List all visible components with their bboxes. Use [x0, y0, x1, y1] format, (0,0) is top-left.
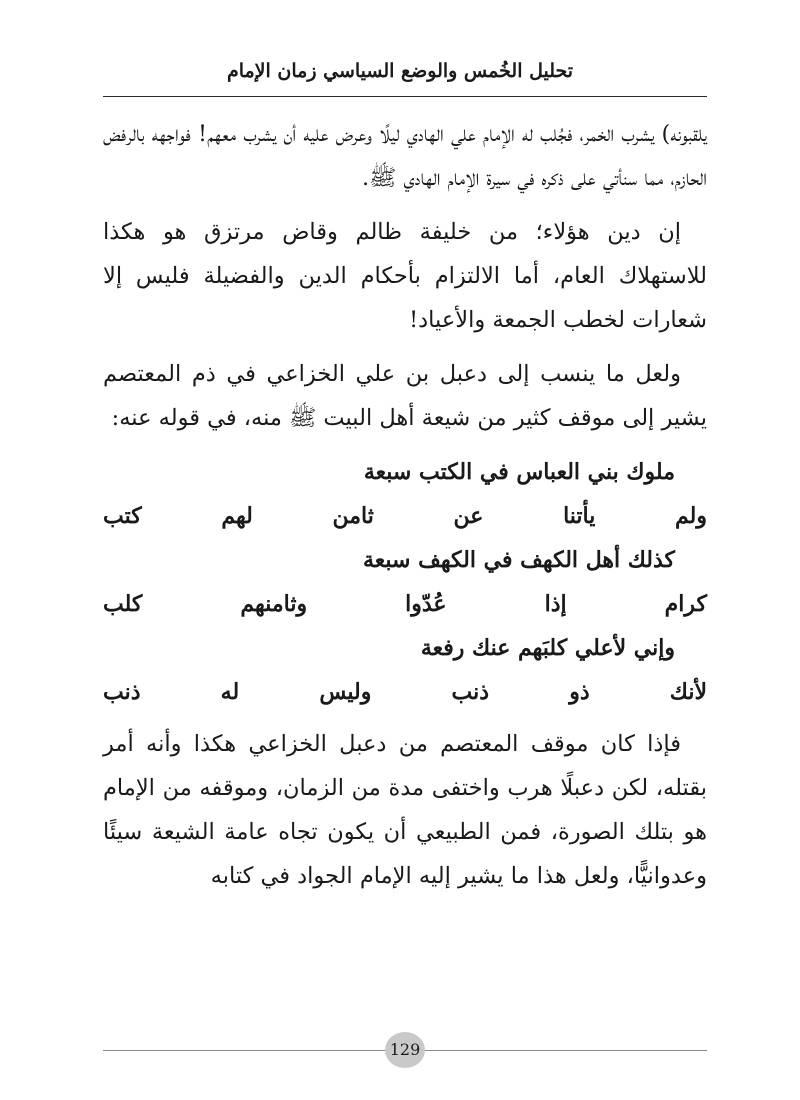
poem-line: لأنك ذو ذنب وليس له ذنب [103, 679, 707, 705]
poem-line: كرام إذا عُدّوا وثامنهم كلب [103, 591, 707, 617]
paragraph-continuation: يلقبونه) يشرب الخمر، فجُلب له الإمام علي الهادي ليلًا وعرض عليه أن يشرب معهم! فواجهه بالرفض الحازم، مما سنأتي على ذكره في سيرة الإمام الهادي ﷺ. [103, 121, 707, 191]
poem-line: ملوك بني العباس في الكتب سبعة [363, 459, 675, 485]
paragraph-poem-intro: ولعل ما ينسب إلى دعبل بن علي الخزاعي في ذم المعتصم يشير إلى موقف كثير من شيعة أهل البيت ﷺ منه، في قوله عنه: [103, 361, 707, 431]
page-body [103, 112, 707, 908]
paragraph-closing: فإذا كان موقف المعتصم من دعبل الخزاعي هكذا وأنه أمر بقتله، لكن دعبلًا هرب واختفى مدة من الزمان، وموقفه من الإمام هو بتلك الصورة، فمن الطبيعي أن يكون تجاه عامة الشيعة سيئًا وعدوانيًّا، ولعل هذا ما يشير إليه الإمام الجواد في كتابه [103, 731, 707, 889]
poem-line: ولم يأتنا عن ثامن لهم كتب [103, 503, 707, 529]
running-header-title: تحليل الخُمس والوضع السياسي زمان الإمام [226, 60, 574, 82]
page-footer [103, 1030, 707, 1070]
poem-block [103, 450, 707, 714]
header-divider [103, 96, 707, 97]
poem-line: وإني لأعلي كلبَهم عنك رفعة [420, 635, 675, 661]
page-number-badge: 129 [385, 1032, 425, 1068]
paragraph-religion-of-rulers: إن دين هؤلاء؛ من خليفة ظالم وقاض مرتزق هو هكذا للاستهلاك العام، أما الالتزام بأحكام الدين والفضيلة فليس إلا شعارات لخطب الجمعة والأعياد! [103, 219, 707, 333]
poem-line: كذلك أهل الكهف في الكهف سبعة [362, 547, 675, 573]
